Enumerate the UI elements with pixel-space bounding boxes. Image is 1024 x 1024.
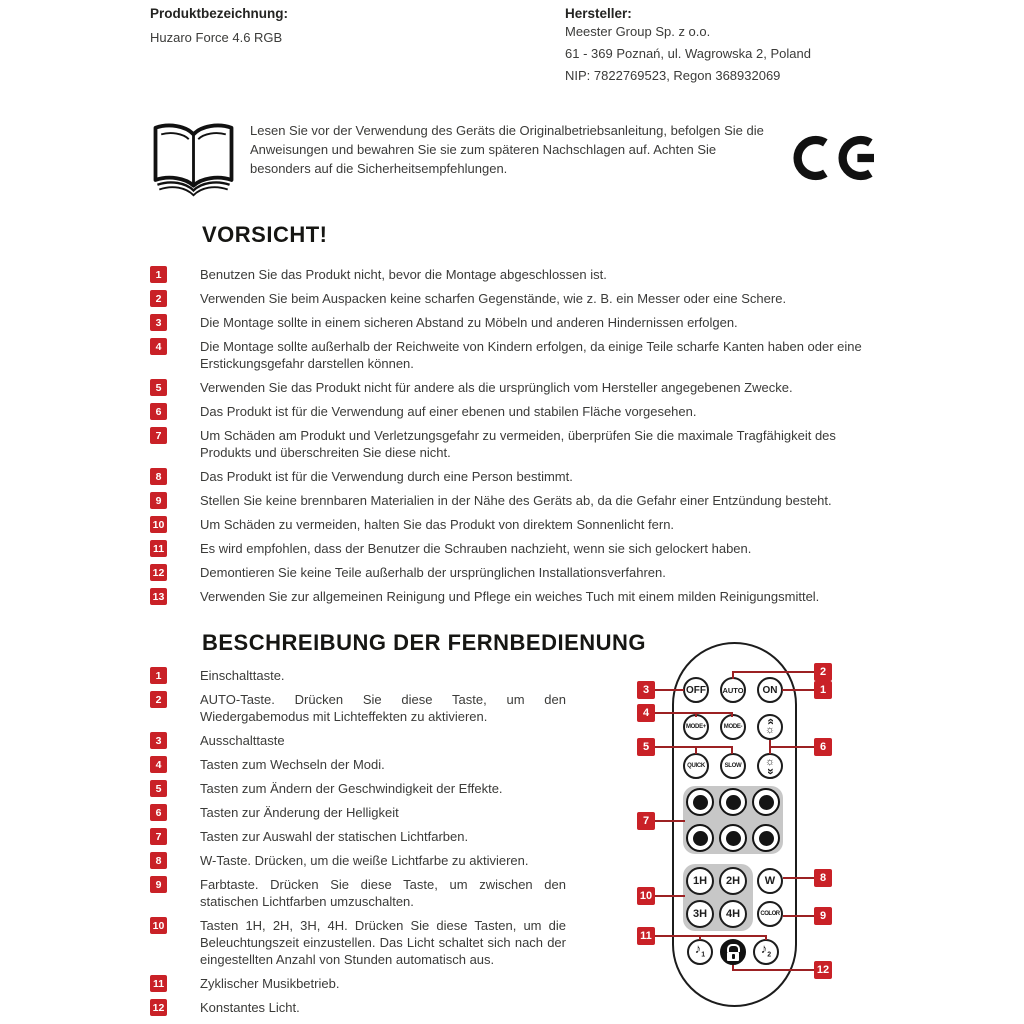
caution-item: 5 Verwenden Sie das Produkt nicht für andere als die ursprünglich vom Hersteller angegebenen Zwecke. [150, 379, 880, 396]
mode-plus-button: MODE+ [683, 714, 709, 740]
music-note-icon: $♪_2$ [760, 940, 772, 959]
callout-line [769, 746, 815, 748]
caution-title: VORSICHT! [202, 222, 328, 247]
item-number-badge: 8 [150, 468, 167, 485]
color-dot-button [719, 824, 747, 852]
product-label: Produktbezeichnung: [150, 6, 288, 21]
lock-button [720, 939, 746, 965]
manufacturer-info [565, 6, 811, 87]
item-number-badge: 12 [150, 999, 167, 1016]
remote-description-list [150, 667, 575, 1023]
callout-line [699, 935, 701, 940]
callout-line [655, 935, 766, 937]
callout-2: 2 [814, 663, 832, 681]
brightness-up-button [757, 714, 783, 740]
item-number-badge: 3 [150, 732, 167, 749]
caution-item: 3 Die Montage sollte in einem sicheren Abstand zu Möbeln und anderen Hindernissen erfolgen. [150, 314, 880, 331]
callout-line [782, 689, 815, 691]
caution-list [150, 266, 880, 612]
callout-line [655, 689, 684, 691]
caution-item: 4 Die Montage sollte außerhalb der Reichweite von Kindern erfolgen, da einige Teile scharfe Kanten haben oder eine Erstickungsgefahr darstellen können. [150, 338, 880, 372]
item-number-badge: 4 [150, 756, 167, 773]
slow-button: SLOW [720, 753, 746, 779]
open-book-icon [146, 120, 241, 207]
caution-item: 7 Um Schäden am Produkt und Verletzungsgefahr zu vermeiden, überprüfen Sie die maximale Tragfähigkeit des Produkts und überschreiten Sie diese nicht. [150, 427, 880, 461]
remote-section-title: BESCHREIBUNG DER FERNBEDIENUNG [202, 630, 647, 655]
remote-item: 2 AUTO-Taste. Drücken Sie diese Taste, um den Wiedergabemodus mit Lichteffekten zu aktivieren. [150, 691, 575, 725]
callout-8: 8 [814, 869, 832, 887]
caution-item: 1 Benutzen Sie das Produkt nicht, bevor die Montage abgeschlossen ist. [150, 266, 880, 283]
caution-item: 12 Demontieren Sie keine Teile außerhalb der ursprünglichen Installationsverfahren. [150, 564, 880, 581]
item-number-badge: 3 [150, 314, 167, 331]
mode-minus-button: MODE- [720, 714, 746, 740]
item-number-badge: 6 [150, 804, 167, 821]
item-number-badge: 6 [150, 403, 167, 420]
manufacturer-address: 61 - 369 Poznań, ul. Wagrowska 2, Poland [565, 46, 811, 61]
music-mode-2-button [753, 939, 779, 965]
item-number-badge: 10 [150, 516, 167, 533]
callout-line [695, 746, 697, 754]
item-number-badge: 8 [150, 852, 167, 869]
sun-icon: ☼ [764, 724, 776, 736]
brightness-down-button [757, 753, 783, 779]
item-number-badge: 7 [150, 828, 167, 845]
item-number-badge: 11 [150, 975, 167, 992]
remote-item: 8 W-Taste. Drücken, um die weiße Lichtfarbe zu aktivieren. [150, 852, 575, 869]
callout-line [731, 746, 733, 754]
caution-item: 9 Stellen Sie keine brennbaren Materialien in der Nähe des Geräts ab, da die Gefahr einer Entzündung besteht. [150, 492, 880, 509]
remote-item: 12 Konstantes Licht. [150, 999, 575, 1016]
remote-item: 5 Tasten zum Ändern der Geschwindigkeit der Effekte. [150, 780, 575, 797]
callout-5: 5 [637, 738, 655, 756]
callout-12: 12 [814, 961, 832, 979]
item-number-badge: 2 [150, 691, 167, 708]
callout-line [655, 712, 733, 714]
remote-item: 7 Tasten zur Auswahl der statischen Lichtfarben. [150, 828, 575, 845]
item-number-badge: 2 [150, 290, 167, 307]
item-number-badge: 7 [150, 427, 167, 444]
lock-icon [727, 944, 740, 961]
caution-item: 2 Verwenden Sie beim Auspacken keine scharfen Gegenstände, wie z. B. ein Messer oder eine Schere. [150, 290, 880, 307]
chevron-down-icon: » [763, 768, 778, 773]
callout-line [732, 969, 815, 971]
color-button: COLOR [757, 901, 783, 927]
callout-10: 10 [637, 887, 655, 905]
1h-button: 1H [686, 867, 714, 895]
off-button: OFF [683, 677, 709, 703]
item-number-badge: 4 [150, 338, 167, 355]
caution-item: 13 Verwenden Sie zur allgemeinen Reinigung und Pflege ein weiches Tuch mit einem milden Reinigungsmittel. [150, 588, 880, 605]
remote-item: 1 Einschalttaste. [150, 667, 575, 684]
callout-line [655, 746, 733, 748]
caution-item: 8 Das Produkt ist für die Verwendung durch eine Person bestimmt. [150, 468, 880, 485]
callout-11: 11 [637, 927, 655, 945]
item-number-badge: 1 [150, 667, 167, 684]
remote-item: 4 Tasten zum Wechseln der Modi. [150, 756, 575, 773]
color-dot-button [686, 824, 714, 852]
color-dot-button [686, 788, 714, 816]
color-dot-button [752, 824, 780, 852]
color-dot-button [752, 788, 780, 816]
remote-item: 3 Ausschalttaste [150, 732, 575, 749]
item-number-badge: 10 [150, 917, 167, 934]
item-number-badge: 9 [150, 492, 167, 509]
music-mode-1-button [687, 939, 713, 965]
manufacturer-ids: NIP: 7822769523, Regon 368932069 [565, 68, 781, 83]
callout-6: 6 [814, 738, 832, 756]
callout-7: 7 [637, 812, 655, 830]
callout-line [655, 820, 685, 822]
remote-item: 6 Tasten zur Änderung der Helligkeit [150, 804, 575, 821]
callout-1: 1 [814, 681, 832, 699]
4h-button: 4H [719, 900, 747, 928]
remote-diagram [610, 640, 1024, 1024]
remote-item: 11 Zyklischer Musikbetrieb. [150, 975, 575, 992]
item-number-badge: 12 [150, 564, 167, 581]
callout-line [732, 671, 815, 673]
color-dot-button [719, 788, 747, 816]
callout-line [783, 915, 815, 917]
callout-line [655, 895, 685, 897]
item-number-badge: 1 [150, 266, 167, 283]
manufacturer-name: Meester Group Sp. z o.o. [565, 24, 711, 39]
item-number-badge: 5 [150, 780, 167, 797]
caution-item: 11 Es wird empfohlen, dass der Benutzer die Schrauben nachzieht, wenn sie sich gelockert haben. [150, 540, 880, 557]
quick-button: QUICK [683, 753, 709, 779]
item-number-badge: 9 [150, 876, 167, 893]
caution-item: 6 Das Produkt ist für die Verwendung auf einer ebenen und stabilen Fläche vorgesehen. [150, 403, 880, 420]
callout-3: 3 [637, 681, 655, 699]
callout-line [783, 877, 815, 879]
remote-item: 9 Farbtaste. Drücken Sie diese Taste, um zwischen den statischen Lichtfarben umzuschalten. [150, 876, 575, 910]
callout-line [695, 712, 697, 717]
2h-button: 2H [719, 867, 747, 895]
sun-icon: ☼ [764, 756, 776, 768]
on-button: ON [757, 677, 783, 703]
caution-item: 10 Um Schäden zu vermeiden, halten Sie das Produkt von direktem Sonnenlicht fern. [150, 516, 880, 533]
remote-item: 10 Tasten 1H, 2H, 3H, 4H. Drücken Sie diese Tasten, um die Beleuchtungszeit einzustellen. Das Licht schaltet sich nach der eingestellten Anzahl von Stunden automatisch aus. [150, 917, 575, 968]
notice-text: Lesen Sie vor der Verwendung des Geräts die Originalbetriebsanleitung, befolgen Sie die Anweisungen und bewahren Sie sie zum späteren Nachschlagen auf. Achten Sie besonders auf die Sicherheitsempfehlungen. [250, 123, 764, 176]
product-info [150, 6, 288, 45]
product-name: Huzaro Force 4.6 RGB [150, 30, 283, 45]
callout-9: 9 [814, 907, 832, 925]
3h-button: 3H [686, 900, 714, 928]
callout-4: 4 [637, 704, 655, 722]
callout-line [765, 935, 767, 940]
callout-line [731, 712, 733, 717]
music-note-icon: $♪_1$ [694, 940, 706, 959]
item-number-badge: 13 [150, 588, 167, 605]
chevron-up-icon: » [762, 720, 777, 725]
ce-mark-icon [793, 124, 883, 197]
item-number-badge: 5 [150, 379, 167, 396]
auto-button: AUTO [720, 677, 746, 703]
manufacturer-label: Hersteller: [565, 6, 632, 21]
item-number-badge: 11 [150, 540, 167, 557]
white-button: W [757, 868, 783, 894]
